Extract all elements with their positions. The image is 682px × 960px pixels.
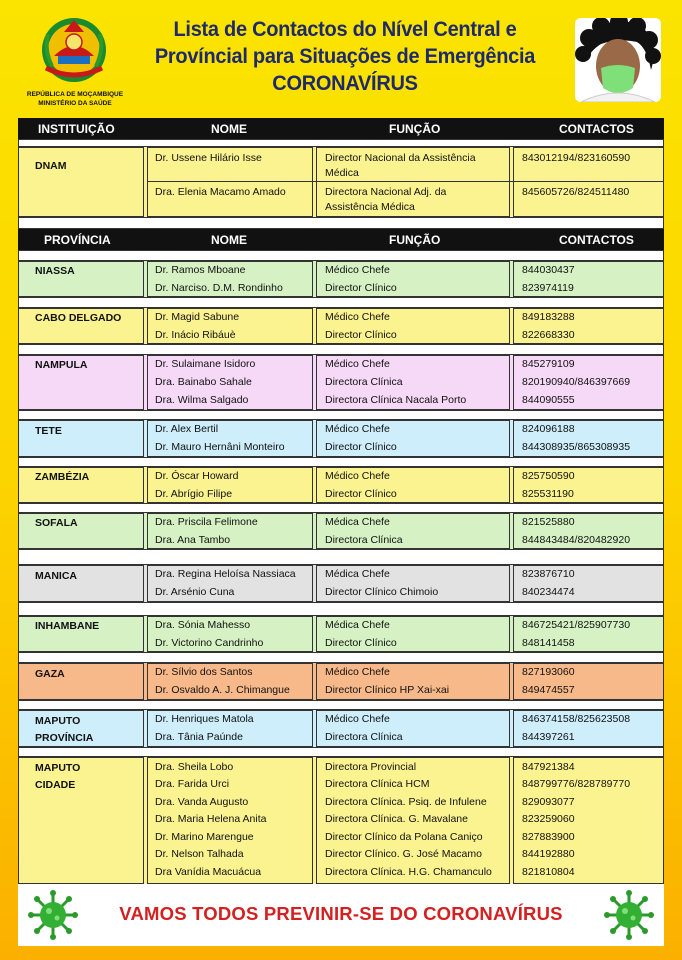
official-contact: 843012194/823160590 xyxy=(522,152,631,164)
republic-name: REPÚBLICA DE MOÇAMBIQUE xyxy=(26,91,124,98)
spacer-row xyxy=(18,139,664,147)
province-group xyxy=(18,420,664,457)
official-name: Dr. Sulaimane Isidoro xyxy=(155,358,256,370)
official-function: Director Clínico xyxy=(325,441,397,453)
province-cell xyxy=(18,308,144,344)
official-function: Directora Clínica xyxy=(325,534,403,546)
official-name: Dr. Marino Marengue xyxy=(155,831,254,843)
official-function: Médico Chefe xyxy=(325,713,390,725)
province-name: MAPUTO xyxy=(35,715,81,727)
official-contact: 824096188 xyxy=(522,423,575,435)
spacer-row xyxy=(18,747,664,757)
province-cell xyxy=(18,355,144,410)
province-name: CABO DELGADO xyxy=(35,312,122,324)
official-name: Dr. Mauro Hernâni Monteiro xyxy=(155,441,285,453)
official-function: Médico Chefe xyxy=(325,470,390,482)
title-line-2: Províncial para Situações de Emergência xyxy=(154,44,536,68)
official-contact: 847921384 xyxy=(522,761,575,773)
official-name: Dr. Narciso. D.M. Rondinho xyxy=(155,282,283,294)
province-name: CIDADE xyxy=(35,779,76,791)
spacer-row xyxy=(18,297,664,308)
official-function: Médico Chefe xyxy=(325,666,390,678)
official-function: Médica xyxy=(325,167,359,179)
official-name: Dr. Sílvio dos Santos xyxy=(155,666,253,678)
official-function: Médico Chefe xyxy=(325,358,390,370)
institution-name: DNAM xyxy=(35,160,67,172)
official-function: Assistência Médica xyxy=(325,201,415,213)
official-name: Dr. Victorino Candrinho xyxy=(155,637,264,649)
official-contact: 827883900 xyxy=(522,831,575,843)
official-contact: 823259060 xyxy=(522,813,575,825)
official-function: Directora Nacional Adj. da xyxy=(325,186,447,198)
official-contact: 844030437 xyxy=(522,264,575,276)
official-contact: 848141458 xyxy=(522,637,575,649)
official-function: Director Clínico da Polana Caniço xyxy=(325,831,483,843)
official-function: Médica Chefe xyxy=(325,516,390,528)
col-name: NOME xyxy=(211,233,247,247)
official-contact: 844192880 xyxy=(522,848,575,860)
official-contact: 827193060 xyxy=(522,666,575,678)
spacer-row xyxy=(18,457,664,467)
spacer-row xyxy=(18,410,664,420)
spacer-row xyxy=(18,344,664,355)
spacer-row xyxy=(18,602,664,616)
spacer-row xyxy=(18,250,664,261)
official-function: Médica Chefe xyxy=(325,619,390,631)
province-cell xyxy=(18,513,144,549)
header xyxy=(0,0,682,112)
province-cell xyxy=(18,420,144,457)
official-name: Dr. Abrígio Filipe xyxy=(155,488,233,500)
official-contact: 844843484/820482920 xyxy=(522,534,631,546)
ministry-name: MINISTÉRIO DA SAÚDE xyxy=(38,100,112,107)
official-function: Directora Clínica Nacala Porto xyxy=(325,394,467,406)
official-contact: 844308935/865308935 xyxy=(522,441,631,453)
province-name: GAZA xyxy=(35,668,65,680)
province-group xyxy=(18,355,664,410)
official-name: Dra. Sheila Lobo xyxy=(155,761,234,773)
official-function: Director Clínico xyxy=(325,282,397,294)
official-contact: 821525880 xyxy=(522,516,575,528)
official-function: Médico Chefe xyxy=(325,311,390,323)
official-name: Dra. Maria Helena Anita xyxy=(155,813,267,825)
official-contact: 844397261 xyxy=(522,731,575,743)
official-contact: 829093077 xyxy=(522,796,575,808)
official-function: Médico Chefe xyxy=(325,423,390,435)
central-table-header xyxy=(18,118,664,139)
official-function: Director Clínico HP Xai-xai xyxy=(325,684,450,696)
coronavirus-icon xyxy=(604,890,654,940)
province-name: TETE xyxy=(35,425,62,437)
official-name: Dr. Ussene Hilário Isse xyxy=(155,152,262,164)
institution-cell xyxy=(18,147,144,217)
official-contact: 849474557 xyxy=(522,684,575,696)
official-name: Dr. Henriques Matola xyxy=(155,713,254,725)
province-group xyxy=(18,616,664,652)
official-contact: 845279109 xyxy=(522,358,575,370)
official-name: Dr. Nelson Talhada xyxy=(155,848,244,860)
province-name: INHAMBANE xyxy=(35,620,100,632)
official-function: Médica Chefe xyxy=(325,568,390,580)
page-title xyxy=(140,16,549,97)
province-cell xyxy=(18,261,144,297)
province-group xyxy=(18,261,664,297)
official-function: Directora Clínica. H.G. Chamanculo xyxy=(325,866,492,878)
province-cell xyxy=(18,565,144,602)
official-function: Directora Clínica. G. Mavalane xyxy=(325,813,468,825)
official-name: Dra. Vanda Augusto xyxy=(155,796,249,808)
avatar xyxy=(575,18,661,102)
province-group xyxy=(18,710,664,747)
institution-group xyxy=(18,147,664,217)
official-function: Directora Clínica HCM xyxy=(325,778,430,790)
title-line-1: Lista de Contactos do Nível Central e xyxy=(173,17,517,41)
official-function: Director Clínico Chimoio xyxy=(325,586,439,598)
province-group xyxy=(18,308,664,344)
official-function: Director Clínico xyxy=(325,488,397,500)
official-contact: 825531190 xyxy=(522,488,574,500)
official-contact: 822668330 xyxy=(522,329,575,341)
official-name: Dra. Tânia Paúnde xyxy=(155,731,243,743)
official-name: Dra. Priscila Felimone xyxy=(155,516,258,528)
title-line-3: CORONAVÍRUS xyxy=(272,71,418,95)
official-name: Dra Vanídia Macuácua xyxy=(155,866,262,878)
spacer-row xyxy=(18,217,664,229)
official-name: Dra. Farida Urci xyxy=(155,778,230,790)
official-contact: 823876710 xyxy=(522,568,575,580)
province-cell xyxy=(18,757,144,884)
col-name: NOME xyxy=(211,122,247,136)
province-cell xyxy=(18,710,144,747)
official-contact: 845605726/824511480 xyxy=(522,186,630,198)
spacer-row xyxy=(18,549,664,565)
province-cell xyxy=(18,467,144,503)
official-contact: 823974119 xyxy=(522,282,574,294)
spacer-row xyxy=(18,652,664,663)
official-name: Dr. Arsénio Cuna xyxy=(155,586,235,598)
province-group xyxy=(18,757,664,884)
footer-banner xyxy=(18,884,664,946)
col-function: FUNÇÃO xyxy=(389,233,441,247)
official-name: Dra. Ana Tambo xyxy=(155,534,231,546)
spacer-row xyxy=(18,503,664,513)
official-contact: 844090555 xyxy=(522,394,575,406)
official-name: Dra. Elenia Macamo Amado xyxy=(155,186,286,198)
province-group xyxy=(18,467,664,503)
mozambique-emblem-icon xyxy=(36,12,112,88)
official-function: Directora Clínica. Psiq. de Infulene xyxy=(325,796,487,808)
official-contact: 820190940/846397669 xyxy=(522,376,631,388)
official-name: Dr. Alex Bertil xyxy=(155,423,219,435)
official-contact: 840234474 xyxy=(522,586,575,598)
col-contacts: CONTACTOS xyxy=(559,122,634,136)
official-function: Director Clínico xyxy=(325,329,397,341)
official-contact: 846725421/825907730 xyxy=(522,619,631,631)
spacer-row xyxy=(18,700,664,710)
official-name: Dra. Wilma Salgado xyxy=(155,394,249,406)
province-group xyxy=(18,663,664,700)
official-function: Médico Chefe xyxy=(325,264,390,276)
province-name: PROVÍNCIA xyxy=(35,732,94,744)
province-name: ZAMBÉZIA xyxy=(35,471,90,483)
official-contact: 846374158/825623508 xyxy=(522,713,631,725)
province-name: SOFALA xyxy=(35,517,78,529)
official-contact: 825750590 xyxy=(522,470,575,482)
province-name: MAPUTO xyxy=(35,762,81,774)
col-province: PROVÍNCIA xyxy=(44,233,111,247)
republic-label xyxy=(0,90,150,108)
provincial-table-header xyxy=(18,229,664,250)
official-function: Director Nacional da Assistência xyxy=(325,152,476,164)
official-contact: 848799776/828789770 xyxy=(522,778,631,790)
province-cell xyxy=(18,616,144,652)
official-function: Director Clínico xyxy=(325,637,397,649)
official-name: Dr. Ramos Mboane xyxy=(155,264,246,276)
official-name: Dr. Óscar Howard xyxy=(155,470,239,482)
official-contact: 849183288 xyxy=(522,311,575,323)
official-name: Dra. Sónia Mahesso xyxy=(155,619,251,631)
province-group xyxy=(18,513,664,549)
official-name: Dr. Inácio Ribáuè xyxy=(155,329,236,341)
official-function: Directora Clínica xyxy=(325,376,403,388)
official-name: Dra. Regina Heloísa Nassiaca xyxy=(155,568,296,580)
official-name: Dra. Bainabo Sahale xyxy=(155,376,252,388)
col-function: FUNÇÃO xyxy=(389,122,441,136)
province-name: NAMPULA xyxy=(35,359,88,371)
province-name: MANICA xyxy=(35,570,77,582)
official-function: Director Clínico. G. José Macamo xyxy=(325,848,482,860)
official-contact: 821810804 xyxy=(522,866,575,878)
masked-person-icon xyxy=(575,18,661,102)
col-contacts: CONTACTOS xyxy=(559,233,634,247)
official-function: Directora Provincial xyxy=(325,761,417,773)
province-cell xyxy=(18,663,144,700)
official-function: Directora Clínica xyxy=(325,731,403,743)
row-divider xyxy=(147,181,664,182)
province-group xyxy=(18,565,664,602)
official-name: Dr. Magid Sabune xyxy=(155,311,240,323)
official-name: Dr. Osvaldo A. J. Chimangue xyxy=(155,684,290,696)
slogan: VAMOS TODOS PREVINIR-SE DO CORONAVÍRUS xyxy=(119,903,563,924)
province-name: NIASSA xyxy=(35,265,75,277)
col-institution: INSTITUIÇÃO xyxy=(38,122,115,136)
